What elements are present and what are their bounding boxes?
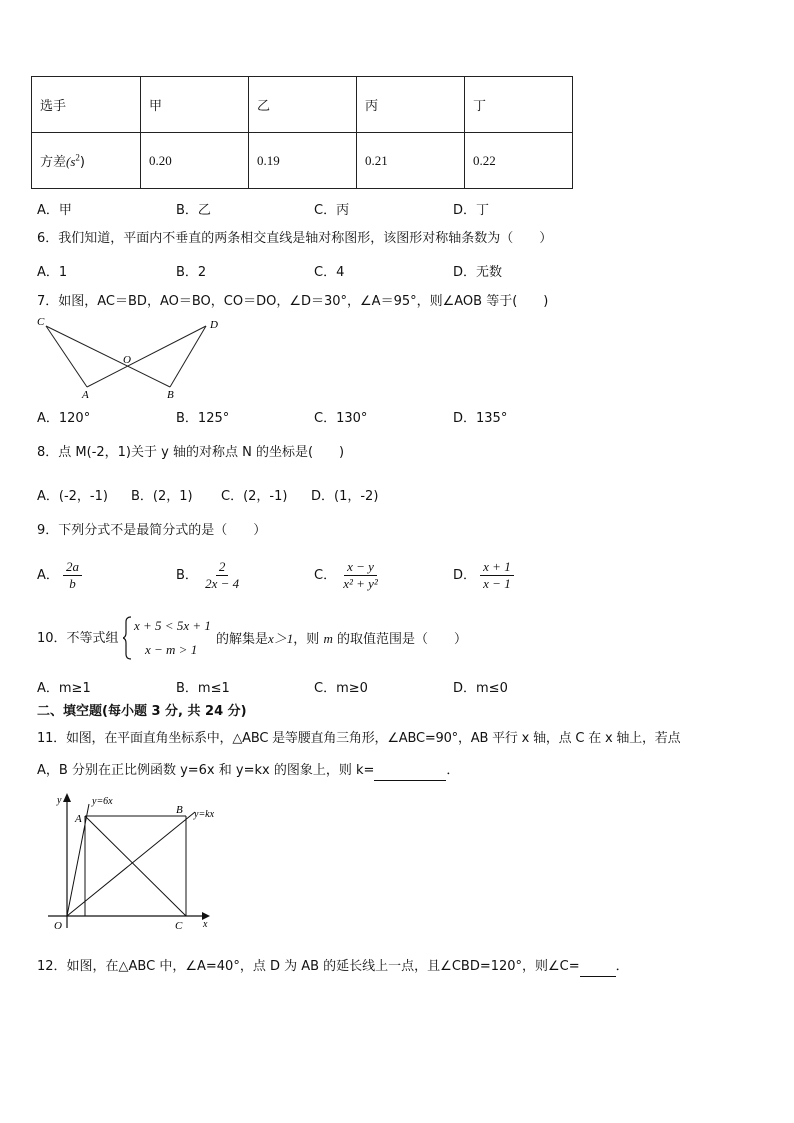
- line-ykx: [67, 812, 195, 916]
- table-row: [32, 77, 573, 133]
- q5-option-b: B．乙: [176, 203, 211, 218]
- q5-option-c: C．丙: [314, 203, 350, 218]
- section-heading: 二、填空题(每小题 3 分, 共 24 分): [37, 704, 247, 719]
- q9-option-a: A． $\frac{2a}{b}$: [37, 559, 82, 592]
- table-row-label: 方差$(s^2)$: [32, 133, 141, 189]
- brace-icon: [123, 616, 133, 660]
- label-o: O: [123, 354, 131, 366]
- label-line-y6x: y=6x: [92, 796, 113, 807]
- q6-option-d: D．无数: [453, 265, 503, 280]
- variance-table: [31, 76, 573, 189]
- segment-cb: [46, 326, 170, 387]
- table-cell: 0.21: [357, 133, 465, 189]
- label-d: D: [210, 319, 218, 331]
- label-b: B: [176, 804, 183, 816]
- table-cell: 选手: [32, 77, 141, 133]
- table-cell: 乙: [249, 77, 357, 133]
- q9-option-c: C． $\frac{x - y}{\text{x² + y²}}$: [314, 559, 381, 592]
- q11-line2: A，B 分别在正比例函数 y=6x 和 y=kx 的图象上，则 k= ．: [37, 762, 459, 781]
- q5-option-a: A．甲: [37, 203, 72, 218]
- label-o: O: [54, 920, 62, 932]
- q6-option-c: C．4: [314, 265, 345, 280]
- label-a: A: [75, 813, 82, 825]
- label-x: x: [203, 919, 208, 930]
- q10-option-c: C．m≥0: [314, 681, 368, 696]
- label-b: B: [167, 389, 174, 401]
- q12-text: 12．如图，在△ABC 中，∠A=40°，点 D 为 AB 的延长线上一点，且∠CBD=120°，则∠C= ．: [37, 958, 629, 977]
- fraction: $\frac{x - y}{\text{x² + y²}}$: [343, 559, 378, 591]
- label-c: C: [175, 920, 183, 932]
- q8-option-b: B．(2，1): [131, 489, 193, 504]
- q8-option-d: D．(1，-2): [311, 489, 379, 504]
- q8-option-c: C．(2，-1): [221, 489, 288, 504]
- q10-prefix: 10．不等式组: [37, 631, 119, 646]
- q5-option-d: D．丁: [453, 203, 490, 218]
- table-cell: 0.19: [249, 133, 357, 189]
- q9-option-b: B． $\frac{2}{2x - 4}$: [176, 559, 242, 592]
- fraction: $\frac{2}{2x - 4}$: [205, 559, 240, 591]
- q11-line1: 11．如图，在平面直角坐标系中，△ABC 是等腰直角三角形，∠ABC=90°，AB 平行 x 轴，点 C 在 x 轴上，若点: [37, 731, 681, 746]
- fraction: $\frac{2a}{b}$: [63, 559, 82, 592]
- q10-option-b: B．m≤1: [176, 681, 230, 696]
- q7-option-b: B．125°: [176, 411, 230, 426]
- q7-option-a: A．120°: [37, 411, 91, 426]
- q6-text: 6．我们知道，平面内不垂直的两条相交直线是轴对称图形，该图形对称轴条数为（ ）: [37, 231, 553, 246]
- label-a: A: [82, 389, 89, 401]
- q7-text: 7．如图，AC＝BD，AO＝BO，CO＝DO，∠D＝30°，∠A＝95°，则∠AOB 等于( ): [37, 294, 549, 309]
- q10-inequality-2: x − m > 1: [145, 642, 198, 657]
- table-row: [32, 133, 573, 189]
- table-cell: 甲: [141, 77, 249, 133]
- label-line-ykx: y=kx: [194, 809, 215, 820]
- table-cell: 0.20: [141, 133, 249, 189]
- q9-text: 9．下列分式不是最简分式的是（ ）: [37, 523, 267, 538]
- table-cell: 丙: [357, 77, 465, 133]
- segment-ca: [46, 326, 87, 387]
- label-c: C: [37, 316, 45, 328]
- q8-text: 8．点 M(-2，1)关于 y 轴的对称点 N 的坐标是( ): [37, 445, 345, 460]
- table-cell: 丁: [465, 77, 573, 133]
- y-arrow-icon: [63, 793, 71, 802]
- q10-condition: 的解集是x＞1，则 m 的取值范围是（ ）: [216, 631, 467, 647]
- q8-option-a: A．(-2，-1): [37, 489, 108, 504]
- q10-option-a: A．m≥1: [37, 681, 91, 696]
- q7-option-c: C．130°: [314, 411, 368, 426]
- q11-figure: [48, 790, 218, 940]
- q7-figure: [32, 312, 232, 402]
- label-y: y: [57, 795, 62, 806]
- q6-option-a: A．1: [37, 265, 68, 280]
- q7-option-d: D．135°: [453, 411, 508, 426]
- q6-option-b: B．2: [176, 265, 207, 280]
- q10-option-d: D．m≤0: [453, 681, 508, 696]
- q9-option-d: D． $\frac{x + 1}{x - 1}$: [453, 559, 514, 592]
- q10-inequality-1: x + 5 < 5x + 1: [134, 618, 211, 633]
- table-cell: 0.22: [465, 133, 573, 189]
- fraction: $\frac{x + 1}{x - 1}$: [480, 559, 514, 592]
